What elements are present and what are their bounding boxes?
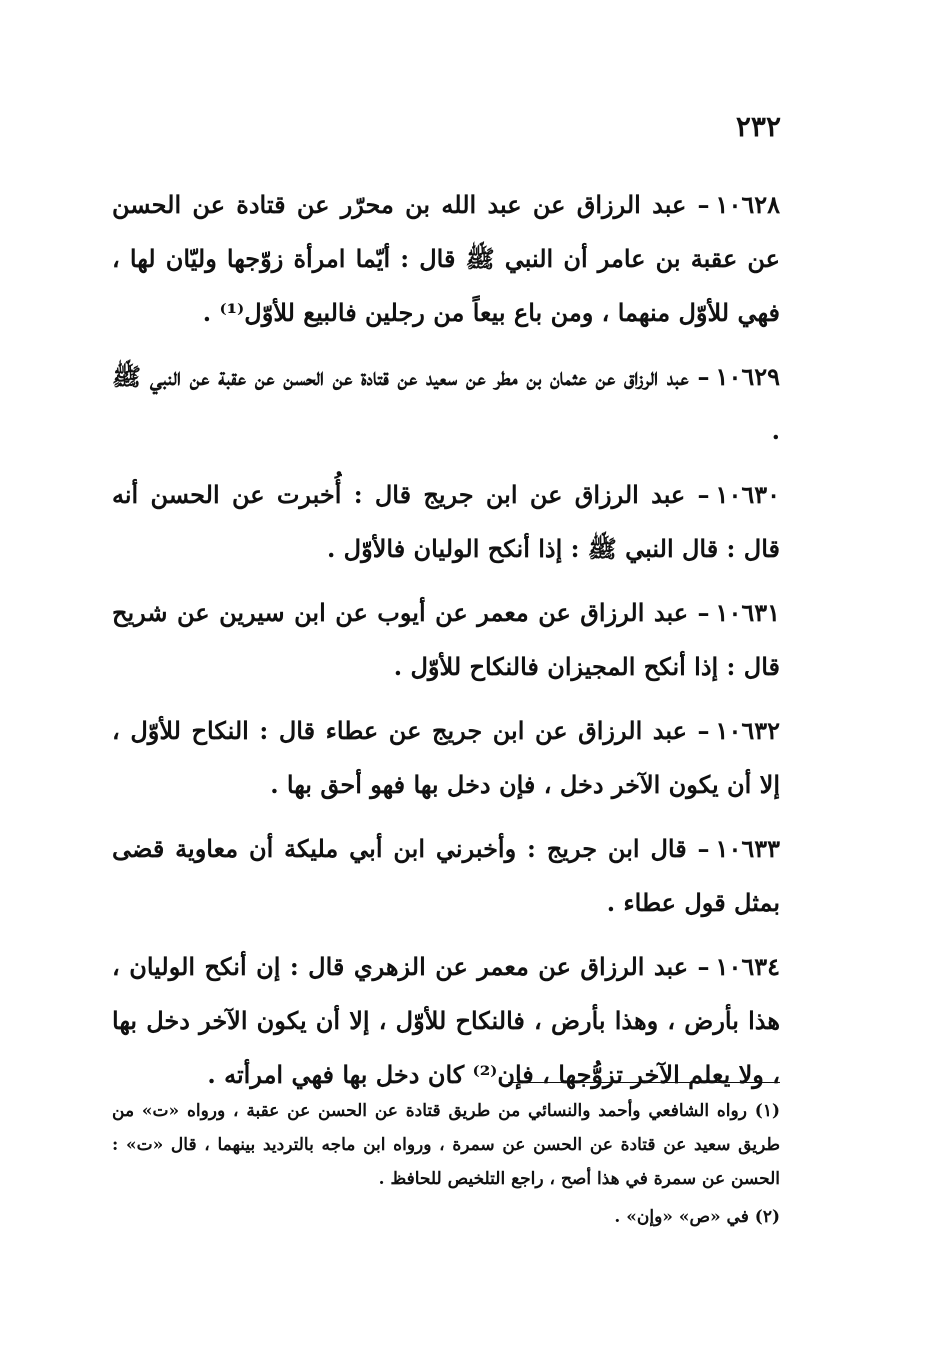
hadith-entry <box>112 704 780 812</box>
footnote-divider <box>508 1082 780 1083</box>
hadith-text: – عبد الرزاق عن ابن جريج قال : أُخبرت عن الحسن أنه قال : قال النبي ﷺ : إذا أنكح الوليان فالأوّل . <box>112 480 780 563</box>
hadith-number: ١٠٦٢٨ <box>715 190 780 219</box>
hadith-text: – عبد الرزاق عن عبد الله بن محرّر عن قتادة عن الحسن عن عقبة بن عامر أن النبي ﷺ قال : أيّما امرأة زوّجها وليّان لها ، فهي للأوّل منهما ، ومن باع بيعاً من رجلين فالبيع للأوّل⁽¹⁾ . <box>112 190 780 327</box>
hadith-number: ١٠٦٣٤ <box>715 952 780 981</box>
hadith-text: – عبد الرزاق عن ابن جريج عن عطاء قال : النكاح للأوّل ، إلا أن يكون الآخر دخل ، فإن دخل بها فهو أحق بها . <box>112 716 780 799</box>
hadith-entry <box>112 178 780 340</box>
hadith-list <box>112 178 780 1112</box>
hadith-text: – عبد الرزاق عن معمر عن الزهري قال : إن أنكح الوليان ، هذا بأرض ، وهذا بأرض ، فالنكاح للأوّل ، إلا أن يكون الآخر دخل بها ، ولا يعلم الآخر تزوُّجها ، فإن⁽²⁾ كان دخل بها فهي امرأته . <box>112 952 780 1089</box>
page-number: ٢٣٢ <box>735 110 781 143</box>
hadith-text: – عبد الرزاق عن عثمان بن مطر عن سعيد عن قتادة عن الحسن عن عقبة عن النبي ﷺ . <box>112 362 780 445</box>
hadith-entry <box>112 586 780 694</box>
hadith-entry <box>112 822 780 930</box>
footnote-1: (١) رواه الشافعي وأحمد والنسائي من طريق قتادة عن الحسن عن عقبة ، ورواه «ت» من طريق سعيد عن قتادة عن الحسن عن سمرة ، ورواه ابن ماجه بالترديد بينهما ، قال «ت» : الحسن عن سمرة في هذا أصح ، راجع التلخيص للحافظ . <box>112 1101 780 1189</box>
hadith-entry <box>112 350 780 458</box>
hadith-entry <box>112 468 780 576</box>
hadith-number: ١٠٦٣١ <box>715 598 780 627</box>
hadith-number: ١٠٦٣٠ <box>715 480 780 509</box>
hadith-number: ١٠٦٣٣ <box>715 834 780 863</box>
hadith-number: ١٠٦٣٢ <box>715 716 780 745</box>
hadith-text: – قال ابن جريج : وأخبرني ابن أبي مليكة أن معاوية قضى بمثل قول عطاء . <box>112 834 780 917</box>
footnote-2: (٢) في «ص» «وإن» . <box>614 1207 780 1227</box>
hadith-entry <box>112 940 780 1102</box>
hadith-number: ١٠٦٢٩ <box>715 362 780 391</box>
footnotes <box>112 1094 780 1234</box>
hadith-text: – عبد الرزاق عن معمر عن أيوب عن ابن سيرين عن شريح قال : إذا أنكح المجيزان فالنكاح للأوّل . <box>112 598 780 681</box>
